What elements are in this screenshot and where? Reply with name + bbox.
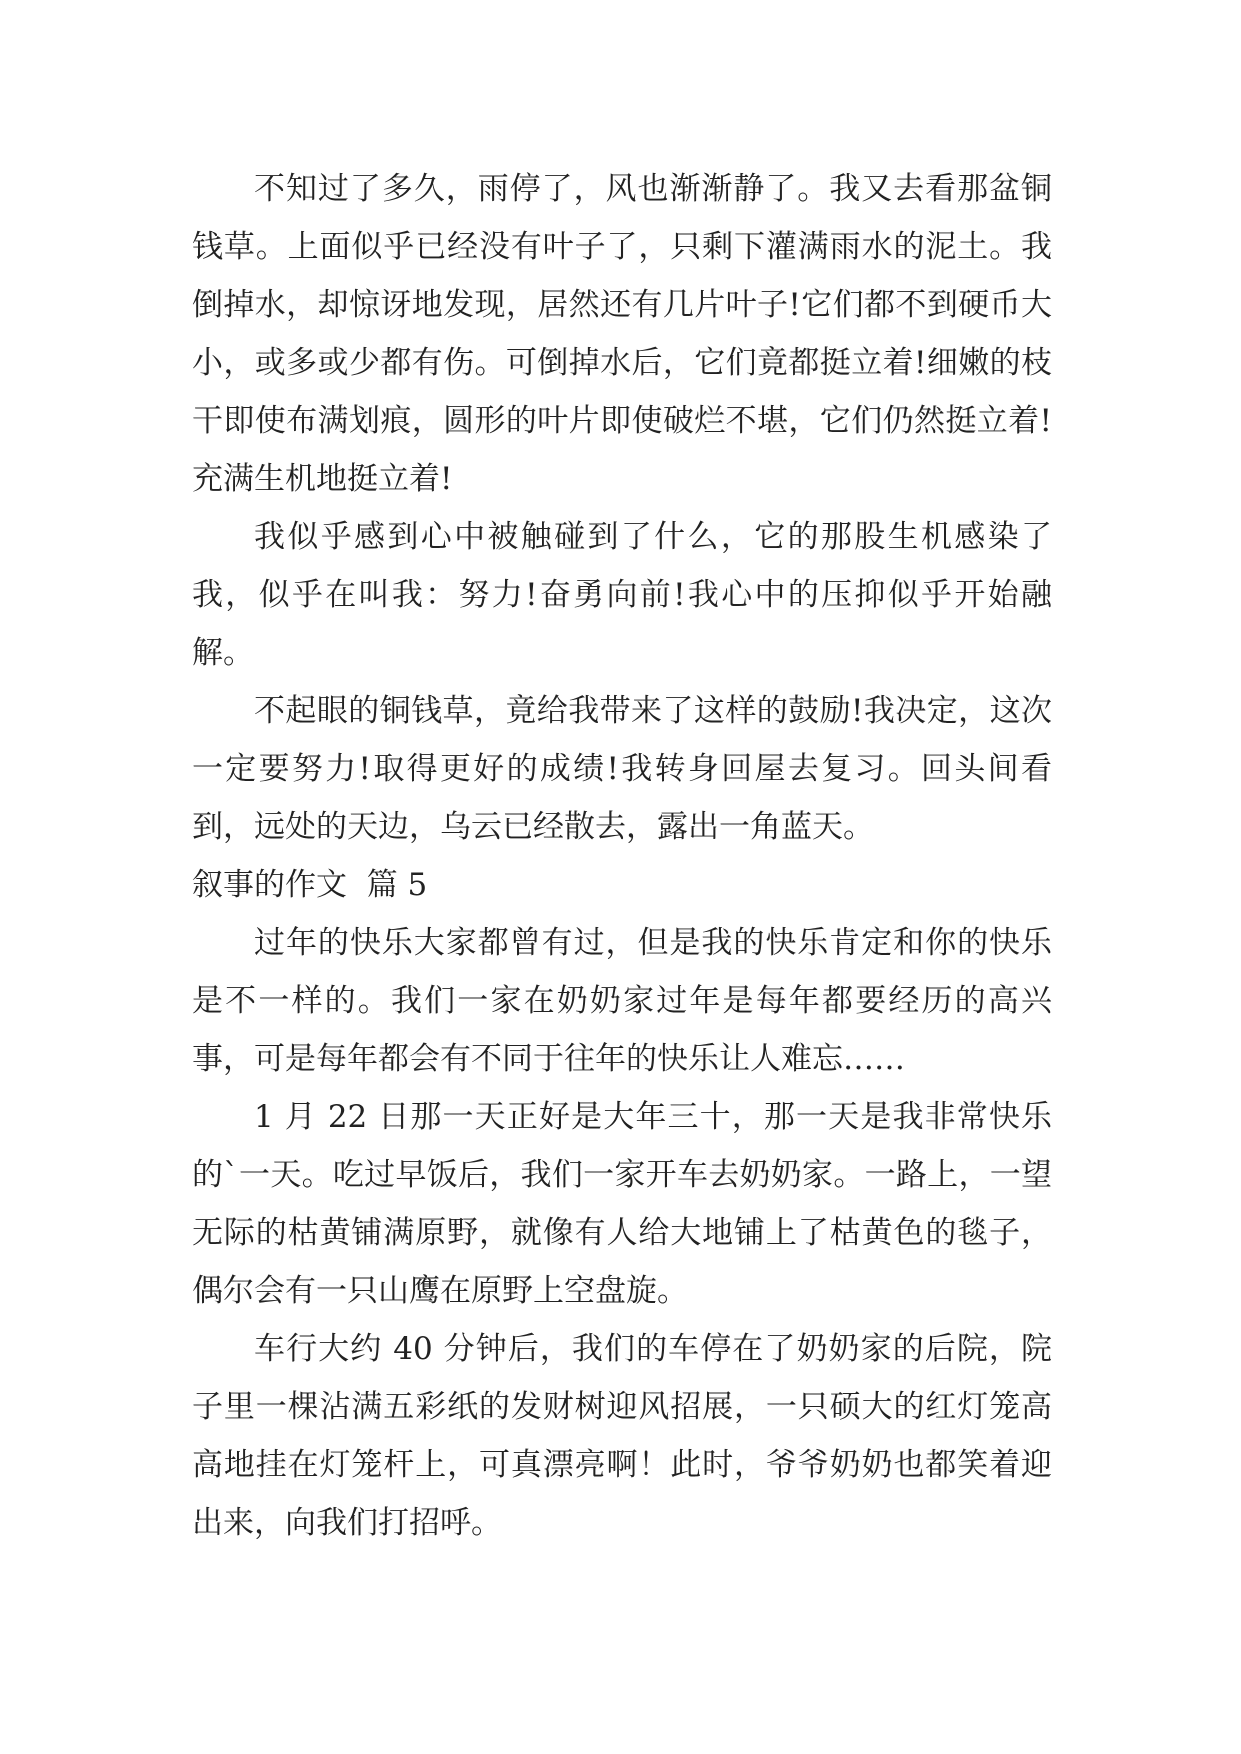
paragraph: 我似乎感到心中被触碰到了什么，它的那股生机感染了我，似乎在叫我：努力!奋勇向前!我心中的压抑似乎开始融解。 [192,519,1052,671]
paragraph: 车行大约 40 分钟后，我们的车停在了奶奶家的后院，院子里一棵沾满五彩纸的发财树迎风招展，一只硕大的红灯笼高高地挂在灯笼杆上，可真漂亮啊！此时，爷爷奶奶也都笑着迎出来，向我们打招呼。 [192,1331,1052,1541]
paragraph: 过年的快乐大家都曾有过，但是我的快乐肯定和你的快乐是不一样的。我们一家在奶奶家过年是每年都要经历的高兴事，可是每年都会有不同于往年的快乐让人难忘…… [192,925,1052,1077]
paragraph: 不知过了多久，雨停了，风也渐渐静了。我又去看那盆铜钱草。上面似乎已经没有叶子了，只剩下灌满雨水的泥土。我倒掉水，却惊讶地发现，居然还有几片叶子!它们都不到硬币大小，或多或少都有伤。可倒掉水后，它们竟都挺立着!细嫩的枝干即使布满划痕，圆形的叶片即使破烂不堪，它们仍然挺立着!充满生机地挺立着! [192,171,1052,497]
paragraph: 不起眼的铜钱草，竟给我带来了这样的鼓励!我决定，这次一定要努力!取得更好的成绩!我转身回屋去复习。回头间看到，远处的天边，乌云已经散去，露出一角蓝天。 [192,693,1052,845]
section-heading: 叙事的作文 篇 5 [192,867,428,903]
document-body [192,160,1052,1552]
paragraph: 1 月 22 日那一天正好是大年三十，那一天是我非常快乐的`一天。吃过早饭后，我们一家开车去奶奶家。一路上，一望无际的枯黄铺满原野，就像有人给大地铺上了枯黄色的毯子，偶尔会有一只山鹰在原野上空盘旋。 [192,1099,1052,1309]
